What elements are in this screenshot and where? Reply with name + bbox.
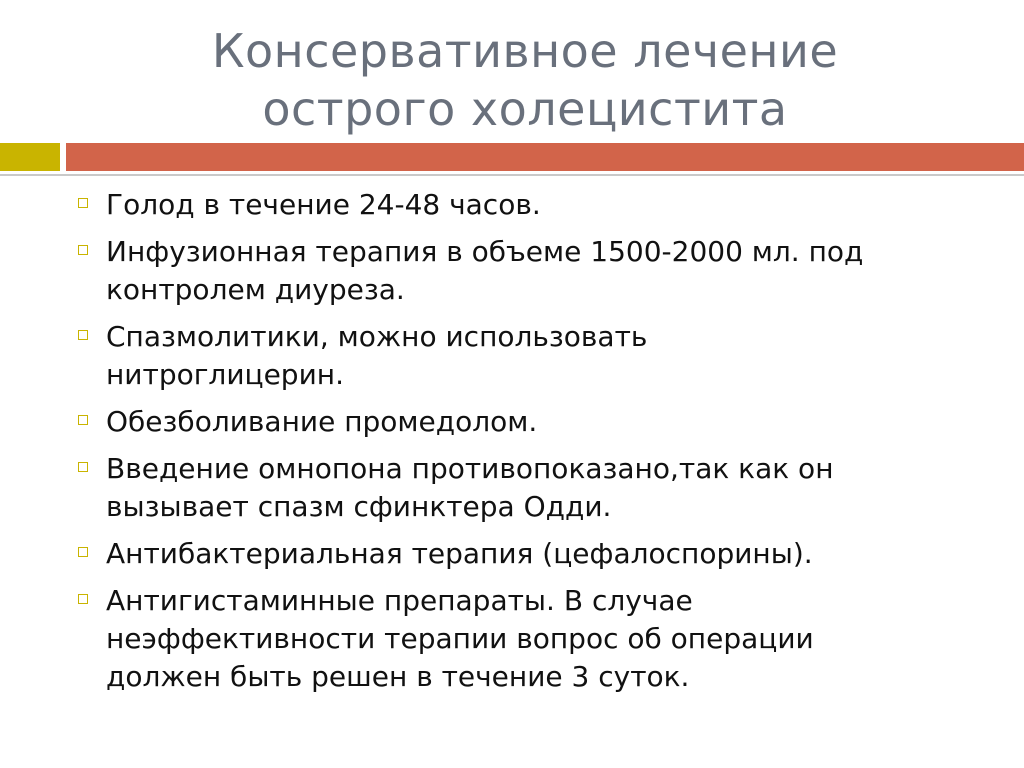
- square-bullet-icon: [78, 198, 88, 208]
- square-bullet-icon: [78, 415, 88, 425]
- bullet-item: [78, 450, 978, 526]
- title-accent-red-bar: [66, 143, 1024, 171]
- bullet-line: нитроглицерин.: [106, 358, 344, 391]
- bullet-line: должен быть решен в течение 3 суток.: [106, 660, 690, 693]
- bullet-line: Инфузионная терапия в объеме 1500-2000 мл. под: [106, 235, 864, 268]
- title-divider-line: [0, 174, 1024, 176]
- slide-title: [60, 22, 990, 138]
- bullet-item: [78, 233, 978, 309]
- bullet-item: [78, 318, 978, 394]
- square-bullet-icon: [78, 462, 88, 472]
- square-bullet-icon: [78, 245, 88, 255]
- bullet-line: Обезболивание промедолом.: [106, 405, 538, 438]
- bullet-line: Антибактериальная терапия (цефалоспорины).: [106, 537, 813, 570]
- bullet-line: вызывает спазм сфинктера Одди.: [106, 490, 612, 523]
- square-bullet-icon: [78, 547, 88, 557]
- title-accent-olive-bar: [0, 143, 60, 171]
- bullet-line: неэффективности терапии вопрос об операции: [106, 622, 814, 655]
- bullet-item: [78, 582, 978, 696]
- bullet-item: [78, 535, 978, 573]
- slide-title-line-1: Консервативное лечение: [211, 24, 839, 78]
- bullet-line: Голод в течение 24-48 часов.: [106, 188, 541, 221]
- bullet-list: [78, 186, 978, 705]
- bullet-line: Антигистаминные препараты. В случае: [106, 584, 693, 617]
- slide-title-line-2: острого холецистита: [262, 82, 788, 136]
- bullet-item: [78, 403, 978, 441]
- bullet-item: [78, 186, 978, 224]
- square-bullet-icon: [78, 594, 88, 604]
- bullet-line: контролем диуреза.: [106, 273, 405, 306]
- bullet-line: Спазмолитики, можно использовать: [106, 320, 648, 353]
- square-bullet-icon: [78, 330, 88, 340]
- bullet-line: Введение омнопона противопоказано,так как он: [106, 452, 834, 485]
